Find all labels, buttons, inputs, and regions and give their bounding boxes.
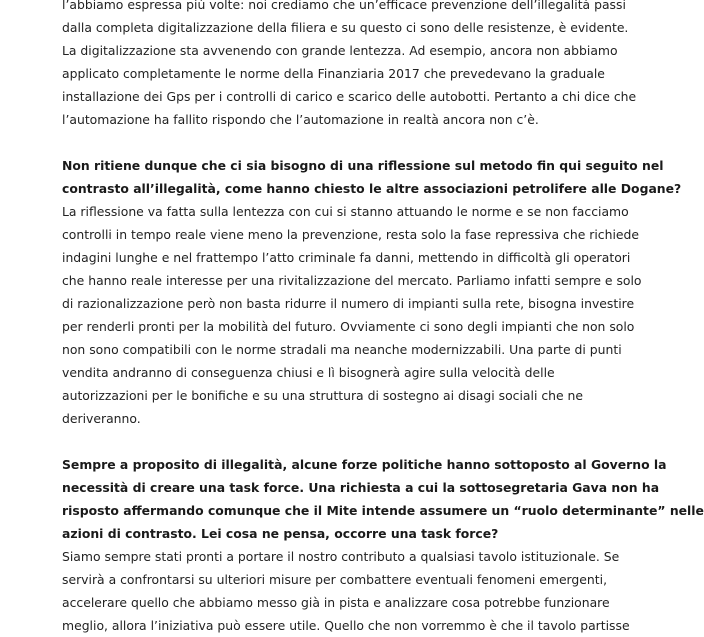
question-line: Non ritiene dunque che ci sia bisogno di una riflessione sul metodo fin qui seguito nel [62, 158, 664, 173]
answer-paragraph-2 [62, 545, 630, 637]
answer-paragraph-intro [62, 0, 637, 131]
text-line: Siamo sempre stati pronti a portare il nostro contributo a qualsiasi tavolo istituzionale. Se [62, 549, 620, 564]
text-line: non sono compatibili con le norme stradali ma neanche modernizzabili. Una parte di punti [62, 342, 622, 357]
question-line: azioni di contrasto. Lei cosa ne pensa, occorre una task force? [62, 526, 499, 541]
text-line: meglio, allora l’iniziativa può essere utile. Quello che non vorremmo è che il tavolo partisse [62, 618, 630, 633]
text-line: di razionalizzazione però non basta ridurre il numero di impianti sulla rete, bisogna investire [62, 296, 635, 311]
text-line: La digitalizzazione sta avvenendo con grande lentezza. Ad esempio, ancora non abbiamo [62, 43, 618, 58]
article-body [62, 0, 704, 637]
text-line: applicato completamente le norme della Finanziaria 2017 che prevedevano la graduale [62, 66, 605, 81]
question-line: necessità di creare una task force. Una richiesta a cui la sottosegretaria Gava non ha [62, 480, 660, 495]
text-line: che hanno reale interesse per una rivitalizzazione del mercato. Parliamo infatti sempre e solo [62, 273, 642, 288]
text-line: dalla completa digitalizzazione della filiera e su questo ci sono delle resistenze, è evidente. [62, 20, 629, 35]
question-line: risposto affermando comunque che il Mite intende assumere un “ruolo determinante” nelle [62, 503, 704, 518]
text-line: l’automazione ha fallito rispondo che l’automazione in realtà ancora non c’è. [62, 112, 539, 127]
question-line: Sempre a proposito di illegalità, alcune forze politiche hanno sottoposto al Governo la [62, 457, 667, 472]
text-line: deriveranno. [62, 411, 141, 426]
text-line: installazione dei Gps per i controlli di carico e scarico delle autobotti. Pertanto a chi dice che [62, 89, 637, 104]
text-line: l’abbiamo espressa più volte: noi crediamo che un’efficace prevenzione dell’illegalità passi [62, 0, 626, 12]
question-line: contrasto all’illegalità, come hanno chiesto le altre associazioni petrolifere alle Dogane? [62, 181, 682, 196]
interview-question-1 [62, 154, 682, 200]
text-line: accelerare quello che abbiamo messo già in pista e analizzare cosa potrebbe funzionare [62, 595, 610, 610]
interview-question-2 [62, 453, 704, 545]
text-line: autorizzazioni per le bonifiche e su una struttura di sostegno ai disagi sociali che ne [62, 388, 584, 403]
text-line: La riflessione va fatta sulla lentezza con cui si stanno attuando le norme e se non facciamo [62, 204, 629, 219]
text-line: indagini lunghe e nel frattempo l’atto criminale fa danni, mettendo in difficoltà gli operatori [62, 250, 631, 265]
text-line: per renderli pronti per la mobilità del futuro. Ovviamente ci sono degli impianti che non solo [62, 319, 635, 334]
text-line: vendita andranno di conseguenza chiusi e lì bisognerà agire sulla velocità delle [62, 365, 555, 380]
text-line: servirà a confrontarsi su ulteriori misure per combattere eventuali fenomeni emergenti, [62, 572, 608, 587]
text-line: controlli in tempo reale viene meno la prevenzione, resta solo la fase repressiva che richiede [62, 227, 640, 242]
answer-paragraph-1 [62, 200, 642, 430]
